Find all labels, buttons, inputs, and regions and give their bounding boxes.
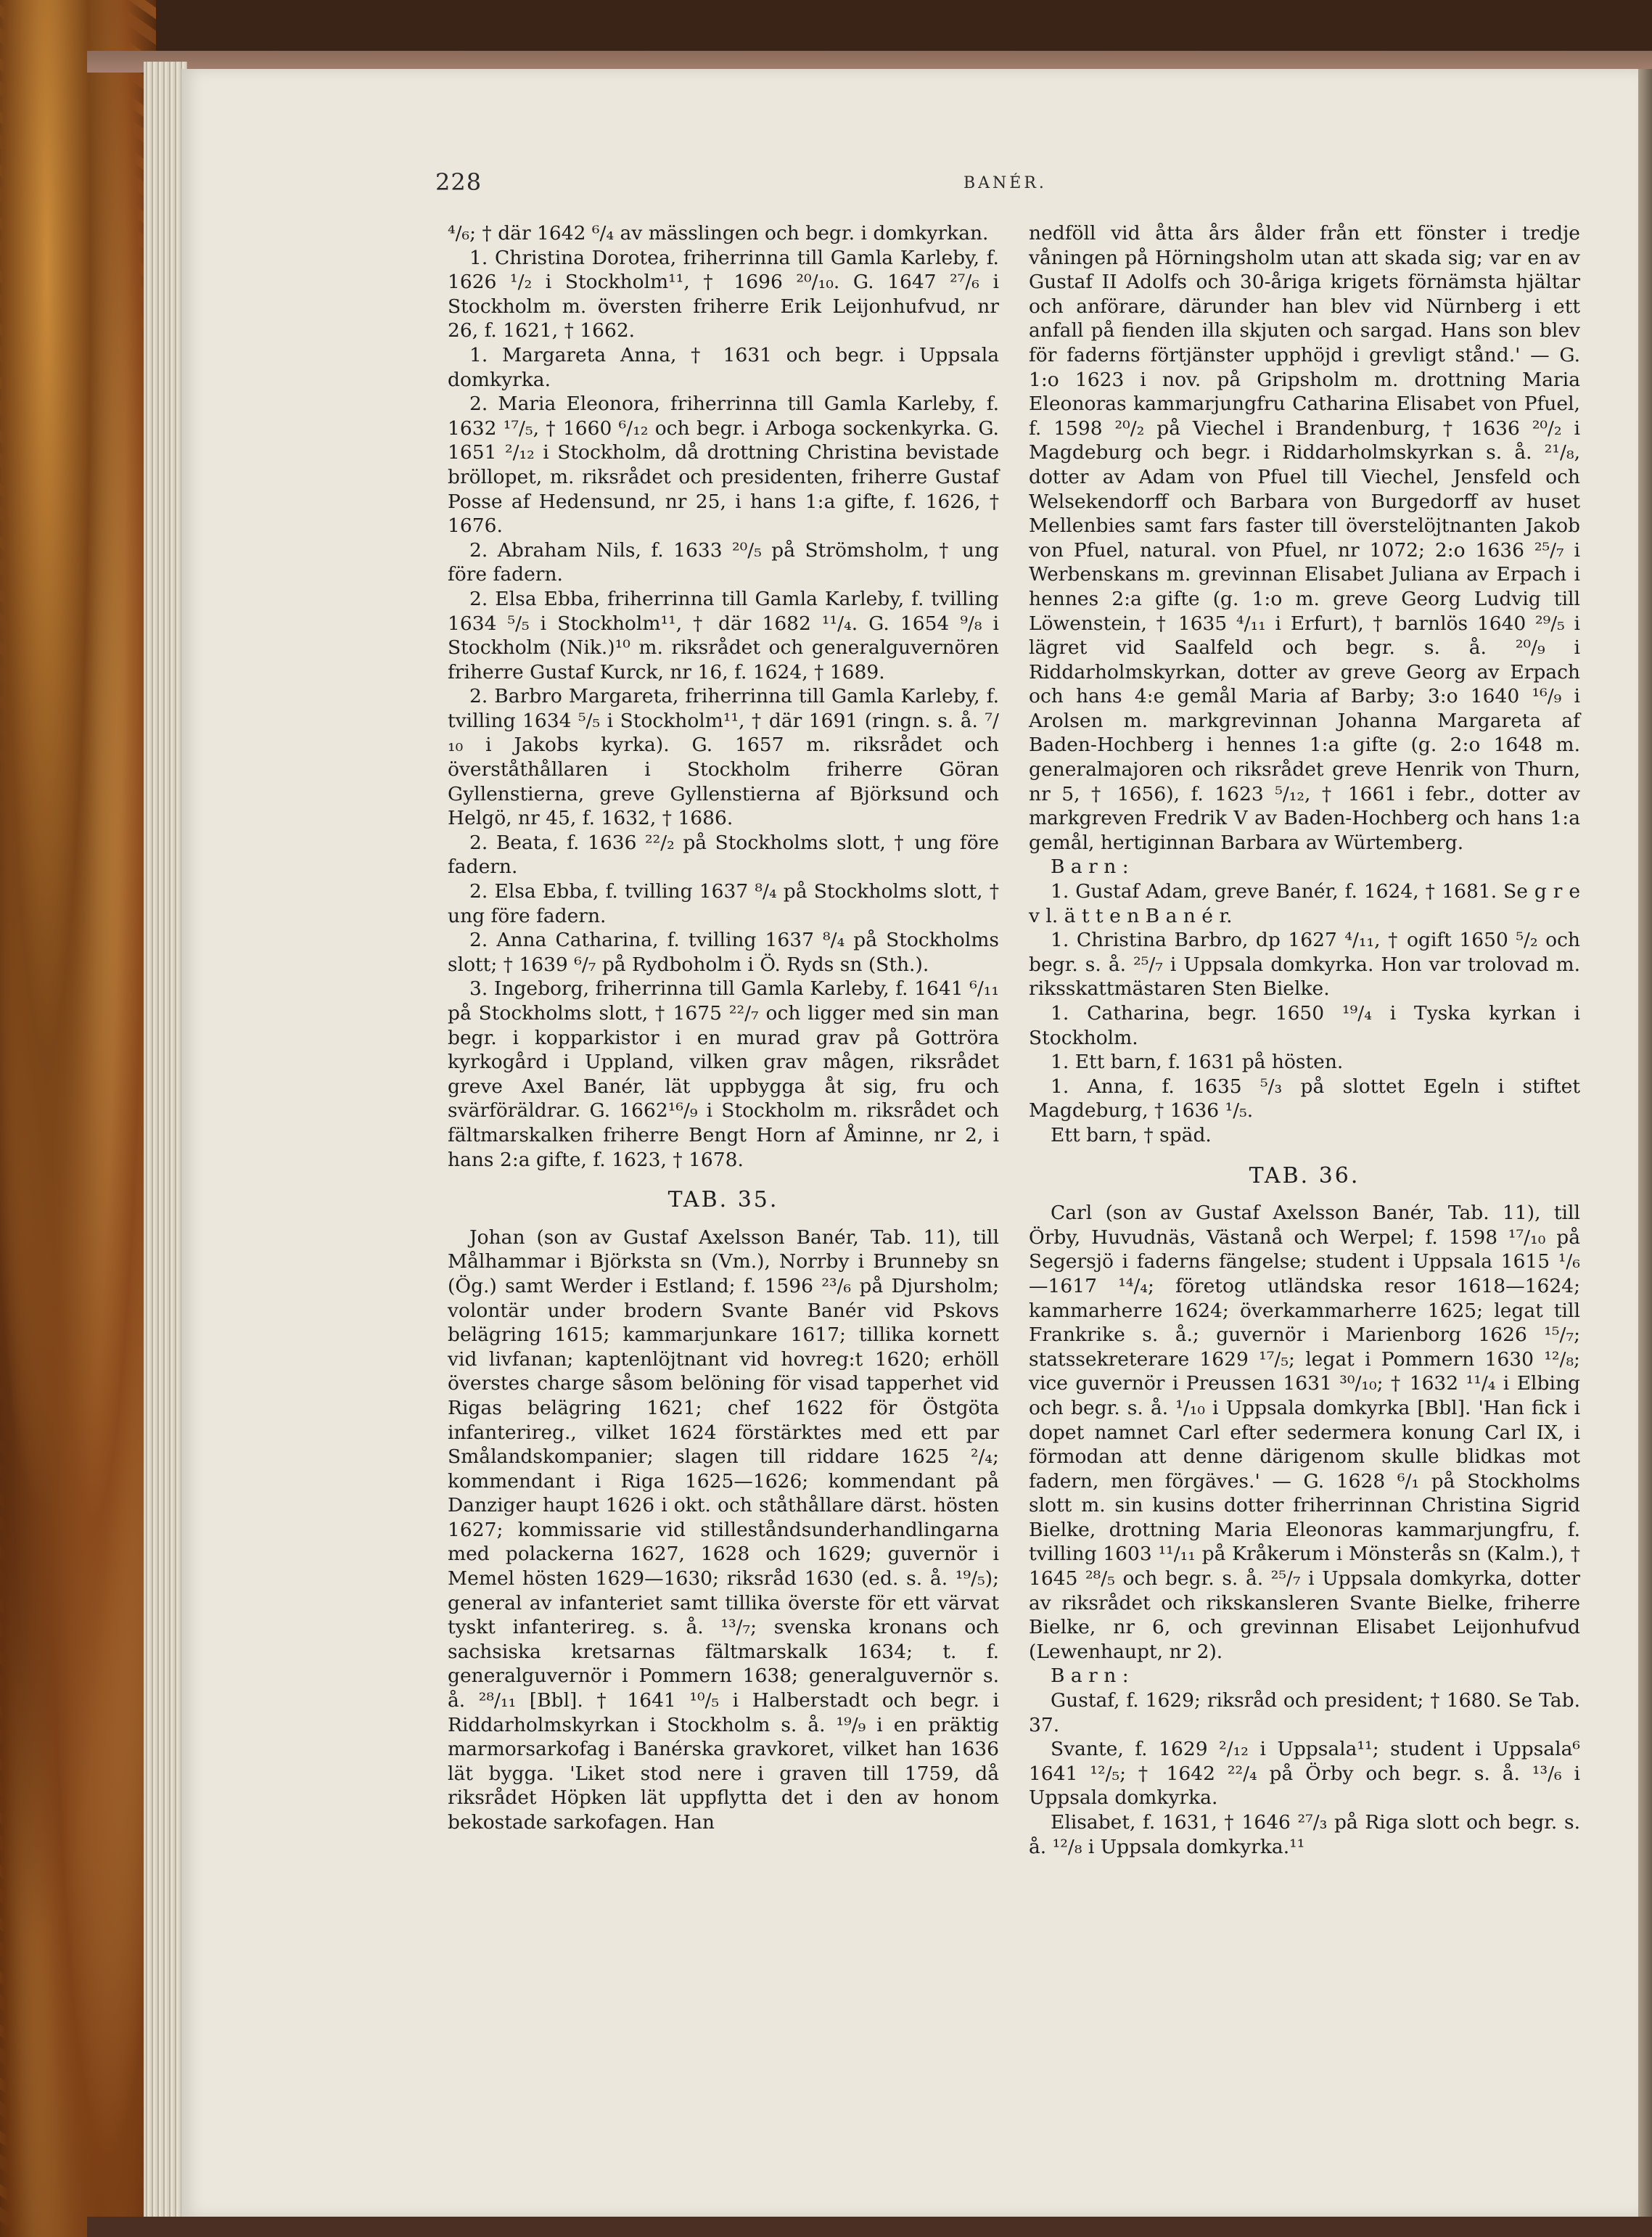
paragraph: 3. Ingeborg, friherrinna till Gamla Karleby, f. 1641 ⁶/₁₁ på Stockholms slott, † 1675 ²²/₇ och ligger med sin man begr. i kopparkistor i en murad grav på Gottröra kyrkogård i Uppland, vilken grav mågen, riksrådet greve Axel Banér, lät uppbygga åt sig, fru och svärföräldrar. G. 1662¹⁶/₉ i Stockholm m. riksrådet och fältmarskalken friherre Bengt Horn af Åminne, nr 2, i hans 2:a gifte, f. 1623, † 1678. <box>448 977 999 1171</box>
section-heading-tab-36: TAB. 36. <box>1249 1162 1360 1189</box>
left-column <box>448 221 999 1835</box>
running-head: BANÉR. <box>963 174 1047 192</box>
paragraph: Svante, f. 1629 ²/₁₂ i Uppsala¹¹; student i Uppsala⁶ 1641 ¹²/₅; † 1642 ²²/₄ på Örby och begr. s. å. ¹³/₆ i Uppsala domkyrka. <box>1029 1738 1580 1810</box>
page-edges <box>144 62 187 2217</box>
page-header <box>435 168 1306 197</box>
paragraph: 2. Anna Catharina, f. tvilling 1637 ⁸/₄ på Stockholms slott; † 1639 ⁶/₇ på Rydboholm i Ö. Ryds sn (Sth.). <box>448 929 999 976</box>
paragraph: Gustaf, f. 1629; riksråd och president; † 1680. Se Tab. 37. <box>1029 1689 1580 1736</box>
section-heading-tab-35: TAB. 35. <box>667 1187 779 1213</box>
paragraph: 2. Elsa Ebba, f. tvilling 1637 ⁸/₄ på Stockholms slott, † ung före fadern. <box>448 880 999 927</box>
paragraph: 1. Anna, f. 1635 ⁵/₃ på slottet Egeln i stiftet Magdeburg, † 1636 ¹/₅. <box>1029 1075 1580 1122</box>
children-label: B a r n : <box>1051 1665 1129 1688</box>
paragraph: Johan (son av Gustaf Axelsson Banér, Tab. 11), till Målhammar i Björksta sn (Vm.), Norrby i Brunneby sn (Ög.) samt Werder i Estland; f. 1596 ²³/₆ på Djursholm; volontär under brodern Svante Banér vid Pskovs belägring 1615; kammarjunkare 1617; tillika kornett vid livfanan; kaptenlöjtnant vid hovreg:t 1620; erhöll överstes charge såsom belöning för visad tapperhet vid Rigas belägring 1621; chef 1622 för Östgöta infanterireg., vilket 1624 förstärktes med ett par Smålandskompanier; slagen till riddare 1625 ²/₄; kommendant i Riga 1625—1626; kommendant på Danziger haupt 1626 i okt. och ståthållare därst. hösten 1627; kommissarie vid stilleståndsunderhandlingarna med polackerna 1627, 1628 och 1629; guvernör i Memel hösten 1629—1630; riksråd 1630 (ed. s. å. ¹⁹/₅); general av infanteriet samt tillika överste för ett värvat tyskt infanterireg. s. å. ¹³/₇; svenska kronans och sachsiska kretsarnas fältmarskalk 1634; t. f. generalguvernör i Pommern 1638; generalguvernör s. å. ²⁸/₁₁ [Bbl]. † 1641 ¹⁰/₅ i Halberstadt och begr. i Riddarholmskyrkan i Stockholm s. å. ¹⁹/₉ i en präktig marmorsarkofag i Banérska gravkoret, vilket han 1636 lät bygga. 'Liket stod nere i graven till 1759, då riksrådet Höpken lät uppflytta det i den av honom bekostade sarkofagen. Han <box>448 1226 999 1834</box>
paragraph: 1. Catharina, begr. 1650 ¹⁹/₄ i Tyska kyrkan i Stockholm. <box>1029 1002 1580 1049</box>
paragraph: 2. Maria Eleonora, friherrinna till Gamla Karleby, f. 1632 ¹⁷/₅, † 1660 ⁶/₁₂ och begr. i Arboga sockenkyrka. G. 1651 ²/₁₂ i Stockholm, då drottning Christina bevistade bröllopet, m. riksrådet och presidenten, friherre Gustaf Posse af Hedensund, nr 25, i hans 1:a gifte, f. 1626, † 1676. <box>448 393 999 538</box>
paragraph: 1. Margareta Anna, † 1631 och begr. i Uppsala domkyrka. <box>448 343 999 391</box>
children-label: B a r n : <box>1051 855 1129 879</box>
paragraph: 1. Christina Barbro, dp 1627 ⁴/₁₁, † ogift 1650 ⁵/₂ och begr. s. å. ²⁵/₇ i Uppsala domkyrka. Hon var trolovad m. riksskattmästaren Sten Bielke. <box>1029 929 1580 1001</box>
paragraph: Ett barn, † späd. <box>1051 1123 1212 1146</box>
page-number: 228 <box>435 168 482 196</box>
paragraph: nedföll vid åtta års ålder från ett fönster i tredje våningen på Hörningsholm utan att skada sig; var en av Gustaf II Adolfs och 30-åriga krigets förnämsta hjältar och anförare, därunder han blev vid Nürnberg i ett anfall på fienden illa skjuten och sargad. Hans son blev för faderns förtjänster upphöjd i grevligt stånd.' — G. 1:o 1623 i nov. på Gripsholm m. drottning Maria Eleonoras kammarjungfru Catharina Elisabet von Pfuel, f. 1598 ²⁰/₂ på Viechel i Brandenburg, † 1636 ²⁰/₂ i Magdeburg och begr. i Riddarholmskyrkan s. å. ²¹/₈, dotter av Adam von Pfuel till Viechel, Jensfeld och Welsekendorff och Barbara von Burgedorff av huset Mellenbies samt fars faster till överstelöjtnanten Jakob von Pfuel, natural. von Pfuel, nr 1072; 2:o 1636 ²⁵/₇ i Werbenskans m. grevinnan Elisabet Juliana av Erpach i hennes 2:a gifte (g. 1:o m. greve Georg Ludvig till Löwenstein, † 1635 ⁴/₁₁ i Erfurt), † barnlös 1640 ²⁹/₅ i lägret vid Saalfeld och begr. s. å. ²⁰/₉ i Riddarholmskyrkan, dotter av greve Georg av Erpach och hans 4:e gemål Maria af Barby; 3:o 1640 ¹⁶/₉ i Arolsen m. markgrevinnan Johanna Margareta af Baden-Hochberg i hennes 1:a gifte (g. 2:o 1648 m. generalmajoren och riksrådet greve Henrik von Thurn, nr 5, † 1656), f. 1623 ⁵/₁₂, † 1661 i febr., dotter av markgreven Fredrik V av Baden-Hochberg och hans 1:a gemål, hertiginnan Barbara av Würtemberg. <box>1029 222 1580 854</box>
page-gutter-right <box>1638 69 1652 2217</box>
paragraph: 1. Gustaf Adam, greve Banér, f. 1624, † 1681. Se g r e v l. ä t t e n B a n é r. <box>1029 880 1580 927</box>
paragraph: 1. Christina Dorotea, friherrinna till Gamla Karleby, f. 1626 ¹/₂ i Stockholm¹¹, † 1696 ²⁰/₁₀. G. 1647 ²⁷/₆ i Stockholm m. översten friherre Erik Leijonhufvud, nr 26, f. 1621, † 1662. <box>448 246 999 342</box>
paragraph: 1. Ett barn, f. 1631 på hösten. <box>1051 1051 1344 1074</box>
right-column <box>1029 221 1580 1859</box>
paragraph: 2. Barbro Margareta, friherrinna till Gamla Karleby, f. tvilling 1634 ⁵/₅ i Stockholm¹¹, † där 1691 (ringn. s. å. ⁷/₁₀ i Jakobs kyrka). G. 1657 m. riksrådet och överståthållaren i Stockholm friherre Göran Gyllenstierna, greve Gyllenstierna af Björksund och Helgö, nr 45, f. 1632, † 1686. <box>448 685 999 830</box>
paragraph: ⁴/₆; † där 1642 ⁶/₄ av mässlingen och begr. i domkyrkan. <box>448 222 989 245</box>
paragraph: 2. Beata, f. 1636 ²²/₂ på Stockholms slott, † ung före fadern. <box>448 831 999 879</box>
paragraph: Carl (son av Gustaf Axelsson Banér, Tab. 11), till Örby, Huvudnäs, Västanå och Werpel; f. 1598 ¹⁷/₁₀ på Segersjö i faderns fängelse; student i Uppsala 1615 ¹/₆—1617 ¹⁴/₄; företog utländska resor 1618—1624; kammarherre 1624; överkammarherre 1625; legat till Frankrike s. å.; guvernör i Marienborg 1626 ¹⁵/₇; statssekreterare 1629 ¹⁷/₅; legat i Pommern 1630 ¹²/₈; vice guvernör i Preussen 1631 ³⁰/₁₀; † 1632 ¹¹/₄ i Elbing och begr. s. å. ¹/₁₀ i Uppsala domkyrka [Bbl]. 'Han fick i dopet namnet Carl efter sedermera konung Carl IX, i förmodan att denne därigenom skulle blidkas mot fadern, men förgäves.' — G. 1628 ⁶/₁ på Stockholms slott m. sin kusins dotter friherrinnan Christina Sigrid Bielke, drottning Maria Eleonoras kammarjungfru, f. tvilling 1603 ¹¹/₁₁ på Kråkerum i Mönsterås sn (Kalm.), † 1645 ²⁸/₅ och begr. s. å. ²⁵/₇ i Uppsala domkyrka, dotter av riksrådet och rikskansleren Svante Bielke, friherre Bielke, nr 6, och grevinnan Elisabet Leijonhufvud (Lewenhaupt, nr 2). <box>1029 1202 1580 1663</box>
paragraph: 2. Elsa Ebba, friherrinna till Gamla Karleby, f. tvilling 1634 ⁵/₅ i Stockholm¹¹, † där 1682 ¹¹/₄. G. 1654 ⁹/₈ i Stockholm (Nik.)¹⁰ m. riksrådet och generalguvernören friherre Gustaf Kurck, nr 16, f. 1624, † 1689. <box>448 587 999 684</box>
book-board-bottom <box>87 2217 1652 2237</box>
paragraph: Elisabet, f. 1631, † 1646 ²⁷/₃ på Riga slott och begr. s. å. ¹²/₈ i Uppsala domkyrka.¹¹ <box>1029 1811 1580 1858</box>
book-cover-marbled <box>0 0 156 2237</box>
paragraph: 2. Abraham Nils, f. 1633 ²⁰/₅ på Strömsholm, † ung före fadern. <box>448 538 999 586</box>
